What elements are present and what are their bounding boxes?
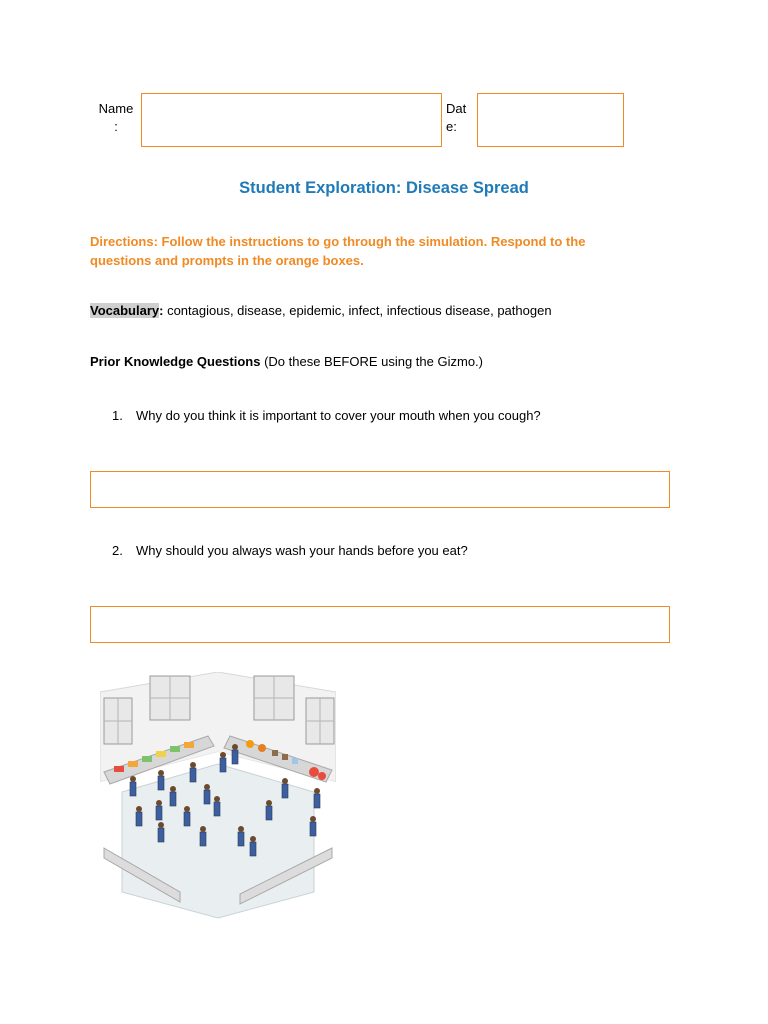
question-number: 1.	[112, 408, 123, 423]
prior-knowledge-line	[90, 353, 483, 371]
directions-text: Directions: Follow the instructions to go through the simulation. Respond to the questions and prompts in the orange boxes.	[90, 234, 586, 268]
page-title: Student Exploration: Disease Spread	[239, 179, 529, 197]
question-text: Why should you always wash your hands before you eat?	[136, 543, 468, 558]
date-field[interactable]	[477, 93, 624, 147]
question-2	[112, 542, 468, 560]
question-number: 2.	[112, 543, 123, 558]
prior-knowledge-heading: Prior Knowledge Questions	[90, 354, 261, 369]
vocabulary-line	[90, 302, 552, 320]
vocabulary-colon: :	[159, 303, 164, 318]
answer-box-1[interactable]	[90, 471, 670, 508]
prior-knowledge-note: (Do these BEFORE using the Gizmo.)	[260, 354, 483, 369]
question-1	[112, 407, 541, 425]
answer-box-2[interactable]	[90, 606, 670, 643]
question-text: Why do you think it is important to cover your mouth when you cough?	[136, 408, 541, 423]
vocabulary-terms: contagious, disease, epidemic, infect, infectious disease, pathogen	[163, 303, 552, 318]
name-field[interactable]	[141, 93, 442, 147]
date-label: Dat e:	[446, 101, 467, 134]
name-label: Name :	[98, 101, 134, 134]
cafeteria-simulation-image	[100, 672, 336, 920]
vocabulary-label: Vocabulary	[90, 303, 160, 318]
